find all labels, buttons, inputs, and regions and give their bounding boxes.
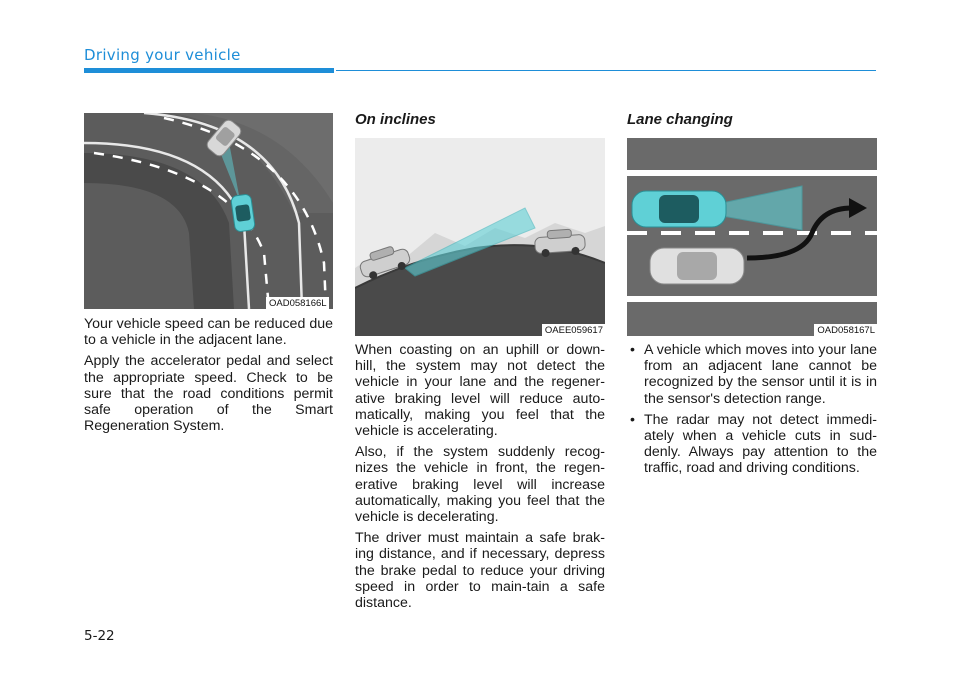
list-item xyxy=(627,412,877,477)
list-item-text: The radar may not detect immedi-ately when a vehicle cuts in sud-denly. Always pay attention to the traffic, road and driving conditions. xyxy=(644,411,877,477)
section-title: Driving your vehicle xyxy=(84,46,241,64)
figure-code: OAD058166L xyxy=(266,297,329,309)
paragraph: When coasting on an uphill or down-hill, the system may not detect the vehicle in your lane and the regener-ative braking level will reduce auto-matically, making you feel that the vehicle is accelerating. xyxy=(355,342,605,440)
lane-change-radar-illustration xyxy=(627,138,877,336)
bullet-list xyxy=(627,342,877,477)
column-3 xyxy=(627,342,877,482)
figure-code: OAD058167L xyxy=(814,324,877,336)
figure-lane-change xyxy=(627,138,877,336)
paragraph: Apply the accelerator pedal and select the appropriate speed. Check to be sure that the road conditions permit safe operation of the Smart Regeneration System. xyxy=(84,353,333,435)
paragraph: The driver must maintain a safe brak-ing distance, and if necessary, depress the brake pedal to reduce your driving speed in order to main-tain a safe distance. xyxy=(355,530,605,612)
heading-lane-changing: Lane changing xyxy=(627,111,733,128)
figure-code: OAEE059617 xyxy=(542,324,605,336)
curved-road-radar-illustration xyxy=(84,113,333,309)
bullet-icon: • xyxy=(630,342,635,358)
paragraph: Also, if the system suddenly recog-nizes the vehicle in front, the regen-erative braking level will increase automatically, making you feel that the vehicle is decelerating. xyxy=(355,444,605,526)
uphill-radar-illustration xyxy=(355,138,605,336)
header-rule xyxy=(336,70,876,71)
list-item xyxy=(627,342,877,407)
paragraph: Your vehicle speed can be reduced due to a vehicle in the adjacent lane. xyxy=(84,316,333,349)
figure-curved-road xyxy=(84,113,333,309)
heading-on-inclines: On inclines xyxy=(355,111,436,128)
list-item-text: A vehicle which moves into your lane from an adjacent lane cannot be recognized by the sensor until it is in the sensor's detection range. xyxy=(644,342,877,407)
column-2 xyxy=(355,342,605,616)
page-number: 5-22 xyxy=(84,628,115,644)
column-1 xyxy=(84,316,333,439)
bullet-icon: • xyxy=(630,411,635,428)
figure-incline xyxy=(355,138,605,336)
header-accent-bar xyxy=(84,68,334,73)
